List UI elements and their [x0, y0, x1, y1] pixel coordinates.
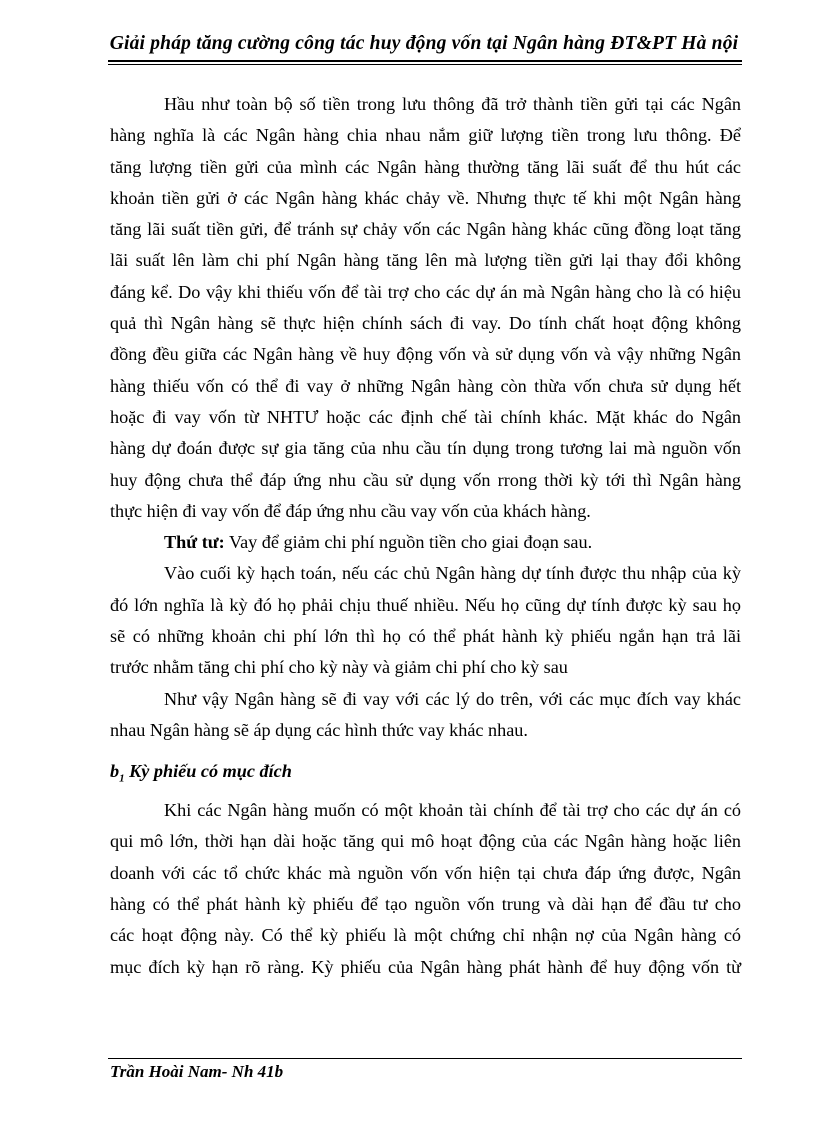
text-line: tăng lãi suất tiền gửi, để tránh sự chảy vốn các Ngân hàng khác cũng đồng loạt tăng: [110, 219, 741, 240]
text-line: hàng nghĩa là các Ngân hàng chia nhau nắm giữ lượng tiền trong lưu thông. Để: [110, 125, 741, 146]
section-heading: [110, 756, 741, 795]
paragraph-text: Vay để giảm chi phí nguồn tiền cho giai đoạn sau.: [224, 532, 593, 553]
paragraph-3: [110, 558, 741, 683]
text-line: đồng đều giữa các Ngân hàng về huy động vốn và sử dụng vốn và vậy những Ngân: [110, 344, 741, 365]
header-divider-thin: [108, 64, 742, 65]
text-line: các hoạt động này. Có thể kỳ phiếu là một chứng chỉ nhận nợ của Ngân hàng có: [110, 925, 741, 946]
text-line: nhau Ngân hàng sẽ áp dụng các hình thức vay khác nhau.: [110, 719, 528, 740]
text-line: Vào cuối kỳ hạch toán, nếu các chủ Ngân hàng dự tính được thu nhập của kỳ: [164, 563, 741, 584]
text-line: tăng lượng tiền gửi của mình các Ngân hàng thường tăng lãi suất để thu hút các: [110, 156, 741, 177]
text-line: quả thì Ngân hàng sẽ thực hiện chính sách đi vay. Do tính chất hoạt động không: [110, 313, 741, 334]
text-line: sẽ có những khoản chi phí lớn thì họ có thể phát hành kỳ phiếu ngắn hạn trả lãi: [110, 626, 741, 647]
text-line: khoản tiền gửi ở các Ngân hàng khác chảy về. Nhưng thực tế khi một Ngân hàng: [110, 187, 741, 208]
document-body: [110, 89, 741, 983]
page-header-title: Giải pháp tăng cường công tác huy động vốn tại Ngân hàng ĐT&PT Hà nội: [109, 33, 739, 54]
text-line: lãi suất lên làm chi phí Ngân hàng tăng lên mà lượng tiền gửi lại thay đổi không: [110, 250, 741, 271]
text-line: Như vậy Ngân hàng sẽ đi vay với các lý do trên, với các mục đích vay khác: [164, 688, 741, 709]
text-line: mục đích kỳ hạn rõ ràng. Kỳ phiếu của Ngân hàng phát hành để huy động vốn từ: [110, 956, 741, 977]
paragraph-5: [110, 795, 741, 983]
text-line: Hầu như toàn bộ số tiền trong lưu thông đã trở thành tiền gửi tại các Ngân: [164, 94, 741, 114]
section-prefix: b: [110, 761, 120, 782]
paragraph-1: [110, 89, 741, 527]
section-subscript: 1: [119, 772, 125, 785]
text-line: đáng kể. Do vậy khi thiếu vốn để tài trợ cho các dự án mà Ngân hàng cho là có hiệu: [110, 281, 741, 302]
text-line: hàng thiếu vốn có thể đi vay ở những Ngân hàng còn thừa vốn chưa sử dụng hết: [110, 375, 741, 396]
text-line: Khi các Ngân hàng muốn có một khoản tài chính để tài trợ cho các dự án có: [164, 800, 741, 821]
page-footer-author: Trần Hoài Nam- Nh 41b: [110, 1062, 284, 1081]
paragraph-4: [110, 684, 741, 747]
text-line: trước nhằm tăng chi phí cho kỳ này và giảm chi phí cho kỳ sau: [110, 657, 568, 678]
text-line: đó lớn nghĩa là kỳ đó họ phải chịu thuế nhiều. Nếu họ cũng dự tính được kỳ sau họ: [110, 594, 741, 615]
paragraph-label: Thứ tư:: [164, 532, 225, 553]
section-title: Kỳ phiếu có mục đích: [124, 761, 292, 782]
text-line: hàng dự đoán được sự gia tăng của nhu cầu tín dụng trong tương lai mà nguồn vốn: [110, 438, 741, 459]
footer-divider: [108, 1058, 742, 1059]
text-line: huy động chưa thể đáp ứng nhu cầu sử dụng vốn rrong thời kỳ tới thì Ngân hàng: [110, 469, 741, 490]
text-line: thực hiện đi vay vốn để đáp ứng nhu cầu vay vốn của khách hàng.: [110, 500, 591, 521]
text-line: hoặc đi vay vốn từ NHTƯ hoặc các định chế tài chính khác. Mặt khác do Ngân: [110, 406, 741, 427]
text-line: hàng có thể phát hành kỳ phiếu để tạo nguồn vốn trung và dài hạn để đầu tư cho: [110, 894, 741, 915]
header-divider-thick: [108, 60, 742, 62]
text-line: doanh với các tổ chức khác mà nguồn vốn vốn hiện tại chưa đáp ứng được, Ngân: [110, 862, 741, 883]
paragraph-2: [110, 527, 741, 558]
text-line: qui mô lớn, thời hạn dài hoặc tăng qui mô hoạt động của các Ngân hàng hoặc liên: [110, 831, 741, 852]
